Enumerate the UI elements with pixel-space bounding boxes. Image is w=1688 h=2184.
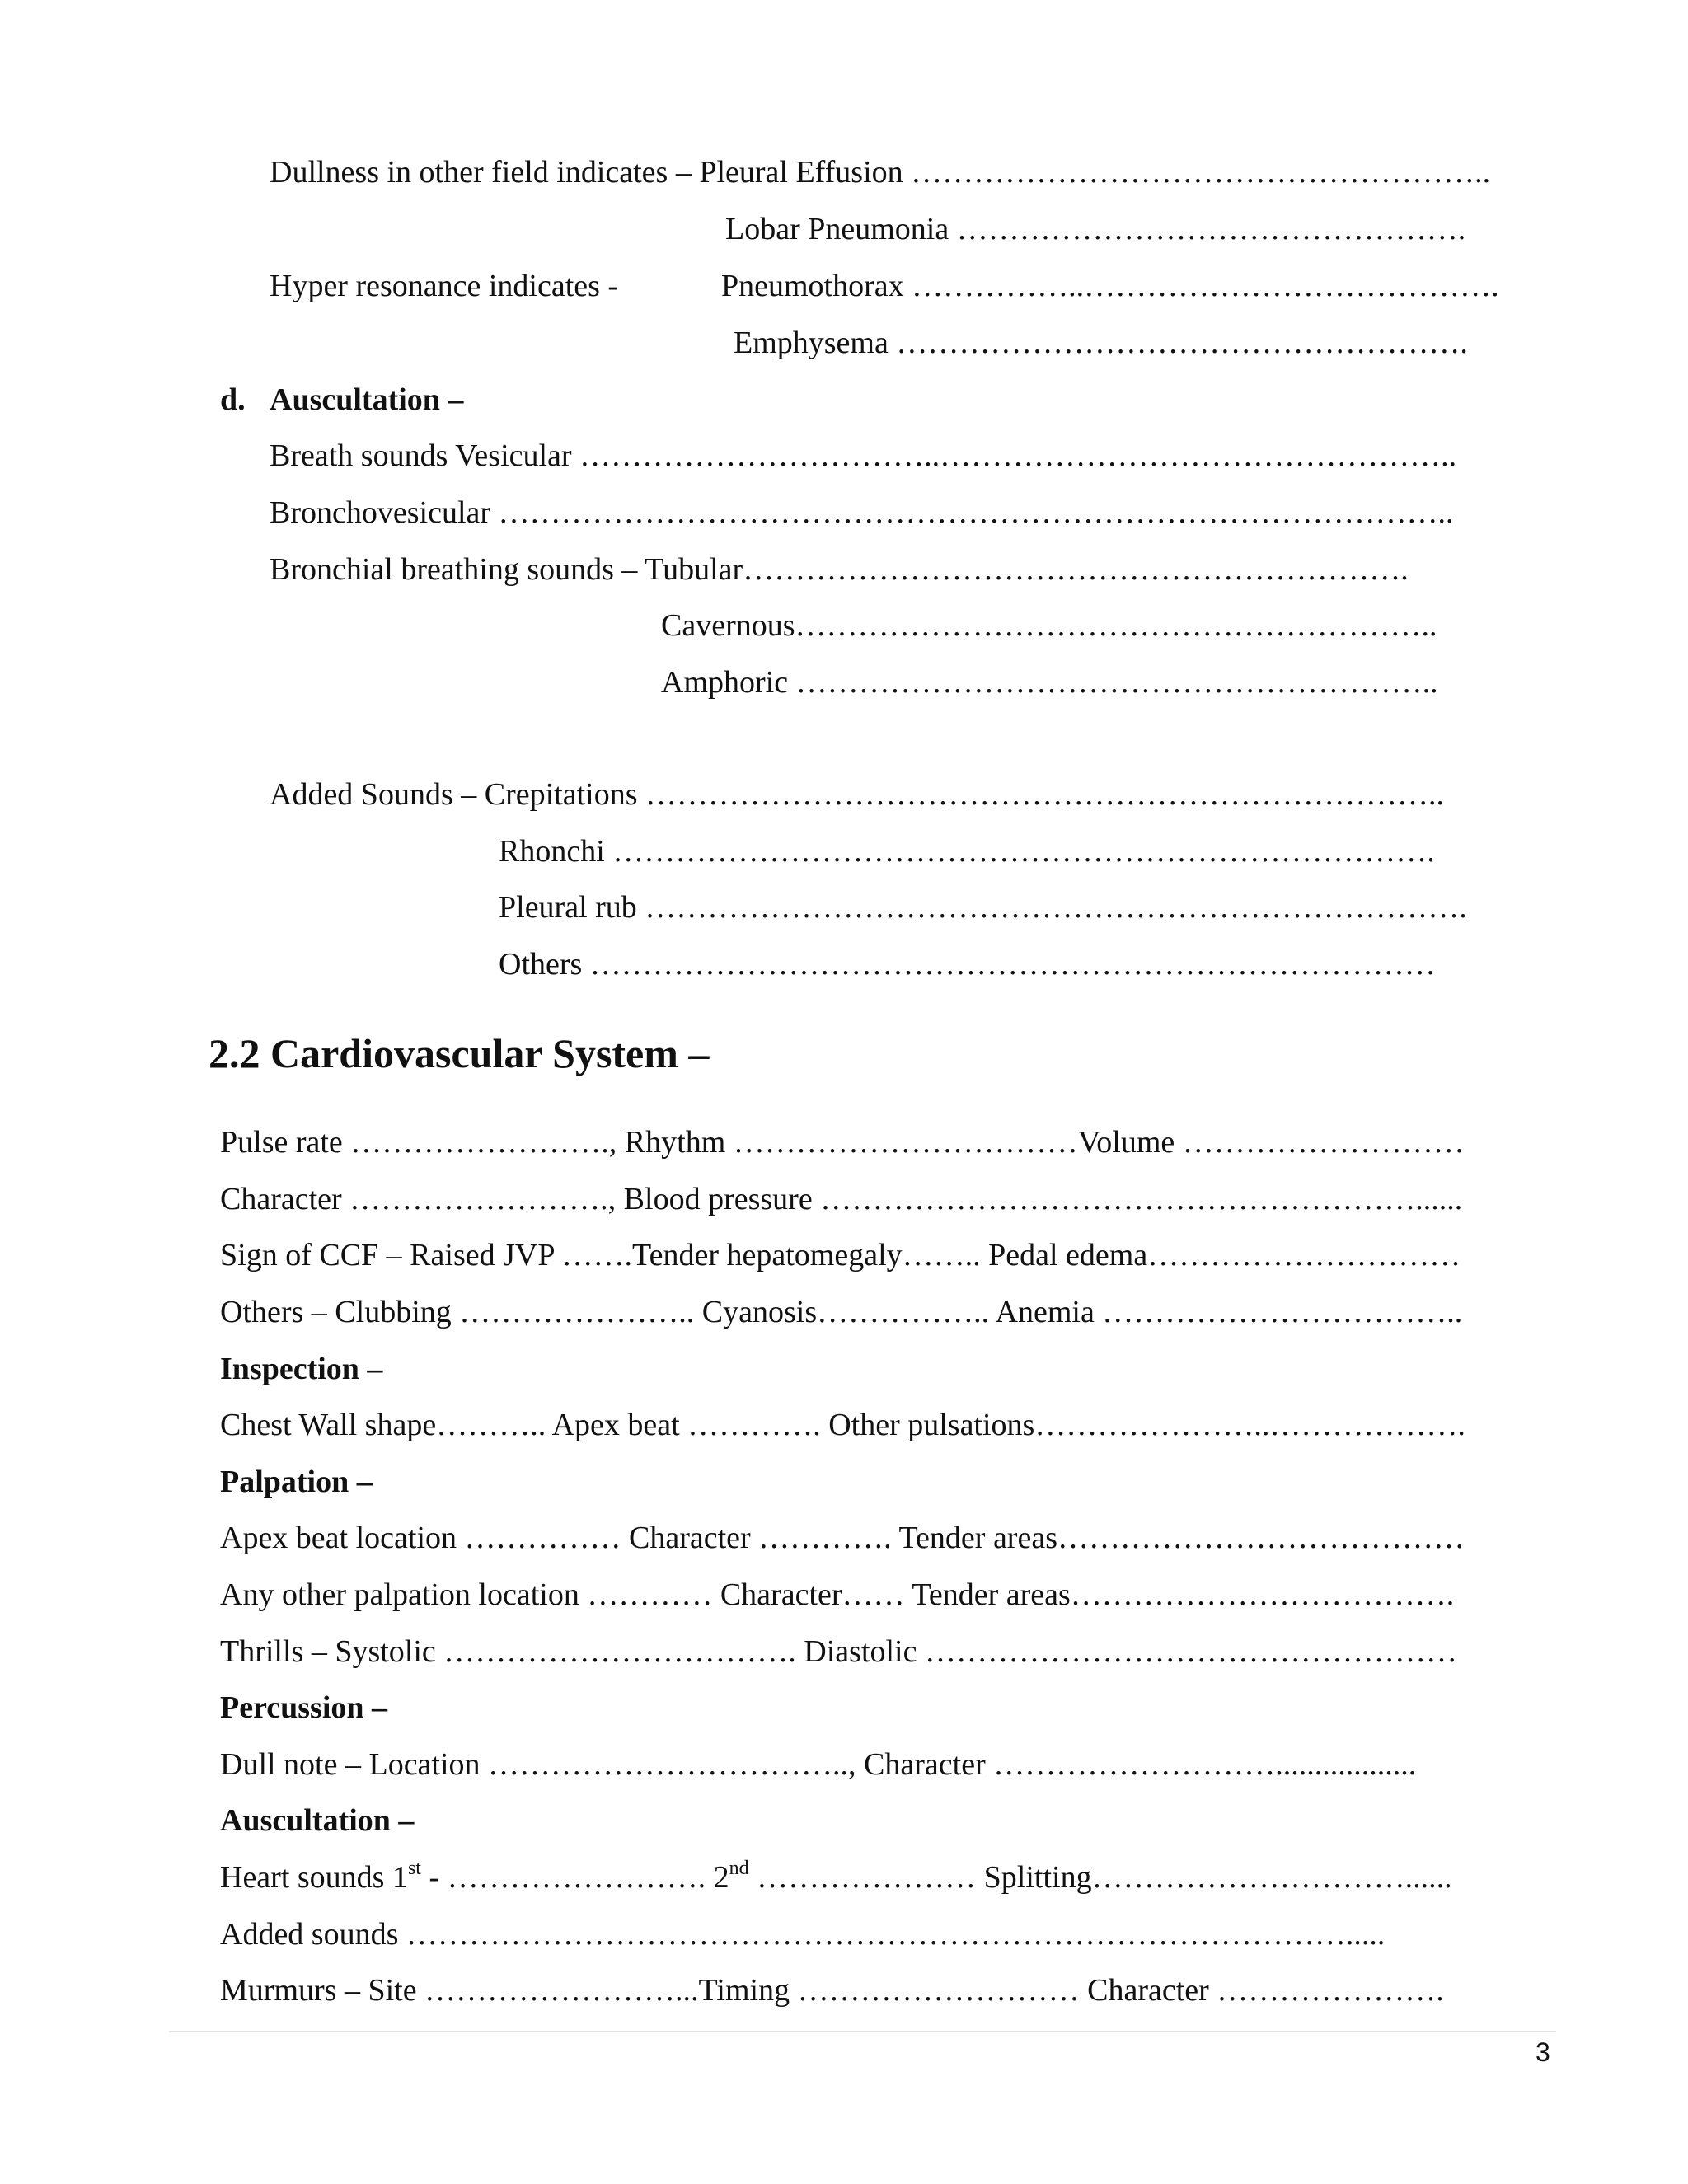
heart-sounds-text-b: - ……………………. 2 xyxy=(420,1860,729,1895)
cvs-auscultation-heading: Auscultation – xyxy=(220,1803,415,1838)
pneumothorax-line: Pneumothorax ……………..…………………………………. xyxy=(721,269,1499,303)
vesicular-line: Breath sounds Vesicular ……………………………..………………………………………….. xyxy=(270,438,1457,473)
heart-sounds-line xyxy=(220,1858,1452,1897)
character-bp-line: Character ……………………., Blood pressure …………………………………………………...... xyxy=(220,1182,1463,1216)
clubbing-line: Others – Clubbing ………………….. Cyanosis…………….. Anemia …………………………….. xyxy=(220,1295,1463,1329)
dull-note-line: Dull note – Location …………………………….., Character ……………………….................. xyxy=(220,1747,1417,1782)
pulse-line: Pulse rate ……………………., Rhythm ……………………………Volume ……………………… xyxy=(220,1125,1465,1160)
heart-sounds-text-c: ………………… Splitting…………………………...... xyxy=(748,1860,1452,1895)
page-number: 3 xyxy=(1536,2037,1550,2067)
percussion-heading: Percussion – xyxy=(220,1690,388,1725)
bronchovesicular-line: Bronchovesicular ……………………………………………………………………………….. xyxy=(270,495,1454,530)
other-palpation-line: Any other palpation location ………… Character…… Tender areas………………………………. xyxy=(220,1577,1455,1612)
palpation-heading: Palpation – xyxy=(220,1465,373,1499)
auscultation-heading: Auscultation – xyxy=(270,382,464,417)
pleural-rub-line: Pleural rub ……………………………………………………………………. xyxy=(499,890,1467,925)
inspection-heading: Inspection – xyxy=(220,1352,383,1386)
amphoric-line: Amphoric …………………………………………………….. xyxy=(661,665,1438,700)
first-superscript: st xyxy=(407,1858,421,1880)
tubular-line: Bronchial breathing sounds – Tubular………………………………………………………. xyxy=(270,552,1409,587)
hyper-resonance-label: Hyper resonance indicates - xyxy=(270,269,619,303)
heart-sounds-text-a: Heart sounds 1 xyxy=(220,1860,408,1895)
cavernous-line: Cavernous…………………………………………………….. xyxy=(661,608,1437,643)
footer-rule xyxy=(169,2031,1556,2032)
others-line: Others ……………………………………………………………………… xyxy=(499,947,1436,982)
emphysema-line: Emphysema ………………………………………………. xyxy=(734,326,1468,360)
ccf-line: Sign of CCF – Raised JVP …….Tender hepatomegaly…….. Pedal edema………………………… xyxy=(220,1238,1461,1272)
crepitations-line: Added Sounds – Crepitations ………………………………………………………………….. xyxy=(270,777,1444,812)
dullness-line: Dullness in other field indicates – Pleural Effusion ……………………………………………….. xyxy=(270,155,1491,190)
second-superscript: nd xyxy=(729,1858,749,1880)
lobar-pneumonia-line: Lobar Pneumonia …………………………………………. xyxy=(725,212,1466,246)
added-sounds-line: Added sounds ………………………………………………………………………………..... xyxy=(220,1917,1386,1952)
thrills-line: Thrills – Systolic ……………………………. Diastolic …………………………………………… xyxy=(220,1634,1457,1669)
section-title-cardiovascular: 2.2 Cardiovascular System – xyxy=(209,1030,710,1076)
murmurs-line: Murmurs – Site ……………………...Timing ……………………… Character …………………. xyxy=(220,1973,1444,2008)
rhonchi-line: Rhonchi ……………………………………………………………………. xyxy=(499,834,1435,869)
auscultation-marker: d. xyxy=(220,382,246,417)
chest-wall-line: Chest Wall shape……….. Apex beat …………. Other pulsations…………………..………………. xyxy=(220,1408,1465,1442)
apex-location-line: Apex beat location …………… Character …………. Tender areas………………………………… xyxy=(220,1521,1465,1555)
